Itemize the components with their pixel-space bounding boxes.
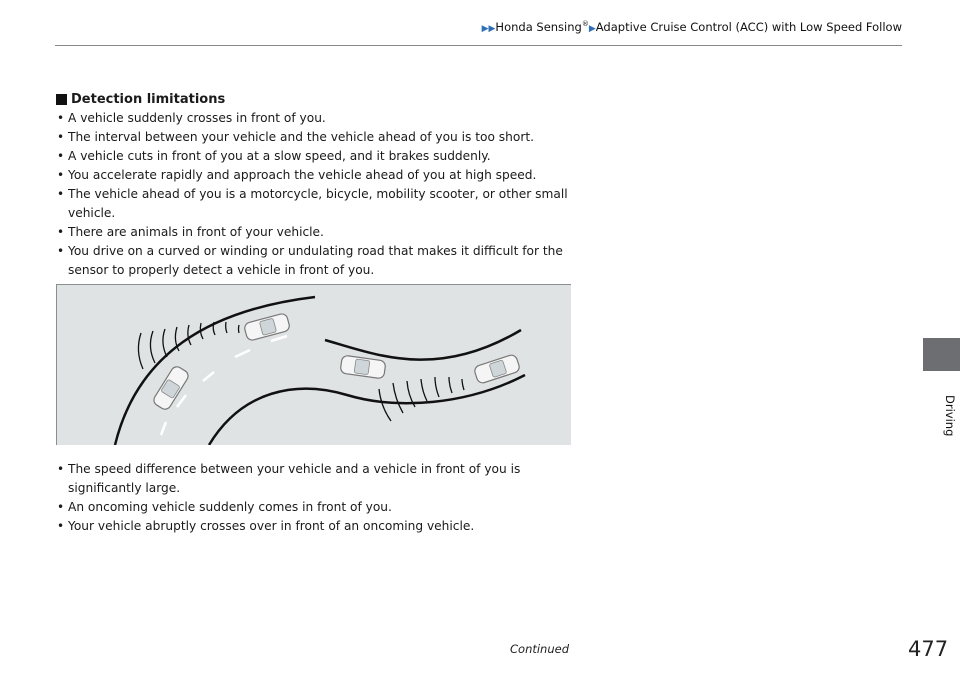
breadcrumb-arrow-icon: ▶: [588, 24, 596, 34]
list-item-text: An oncoming vehicle suddenly comes in front of you.: [68, 500, 392, 514]
limitations-list: [56, 109, 576, 280]
bullet-icon: •: [57, 130, 65, 144]
chapter-tab[interactable]: [923, 338, 960, 371]
radar-wave-icon: [138, 322, 239, 369]
vehicle-icon: [340, 355, 386, 379]
bullet-icon: •: [57, 111, 65, 125]
vehicle-icon: [152, 365, 191, 412]
list-item: [56, 223, 576, 242]
bullet-icon: •: [57, 225, 65, 239]
breadcrumb-honda-sensing[interactable]: Honda Sensing: [495, 20, 582, 34]
list-item-text: A vehicle suddenly crosses in front of you.: [68, 111, 326, 125]
header-divider: [55, 45, 902, 46]
list-item-text: The vehicle ahead of you is a motorcycle, bicycle, mobility scooter, or other small vehicle.: [68, 187, 568, 220]
list-item-text: The speed difference between your vehicle and a vehicle in front of you is significantly large.: [68, 462, 521, 495]
list-item: [56, 517, 576, 536]
road-edge-inner: [209, 375, 525, 445]
breadcrumb-arrow-icon: ▶▶: [481, 24, 496, 34]
bullet-icon: •: [57, 519, 65, 533]
curved-road-illustration: [56, 284, 571, 445]
bullet-icon: •: [57, 168, 65, 182]
bullet-icon: •: [57, 244, 65, 258]
list-item: [56, 242, 576, 280]
bullet-icon: •: [57, 500, 65, 514]
bullet-icon: •: [57, 462, 65, 476]
square-bullet-icon: [56, 94, 67, 105]
list-item-text: A vehicle cuts in front of you at a slow speed, and it brakes suddenly.: [68, 149, 491, 163]
breadcrumb-acc[interactable]: Adaptive Cruise Control (ACC) with Low Speed Follow: [595, 20, 902, 34]
list-item: [56, 109, 576, 128]
list-item: [56, 460, 576, 498]
list-item: [56, 128, 576, 147]
additional-limitations: [56, 460, 576, 536]
bullet-icon: •: [57, 187, 65, 201]
list-item-text: There are animals in front of your vehicle.: [68, 225, 324, 239]
continued-label: Continued: [510, 642, 570, 656]
list-item-text: Your vehicle abruptly crosses over in front of an oncoming vehicle.: [68, 519, 475, 533]
list-item: [56, 147, 576, 166]
list-item: [56, 166, 576, 185]
list-item-text: You accelerate rapidly and approach the vehicle ahead of you at high speed.: [68, 168, 537, 182]
bullet-icon: •: [57, 149, 65, 163]
section-title: Detection limitations: [71, 92, 226, 107]
detection-limitations-section: [56, 92, 576, 280]
limitations-list: [56, 460, 576, 536]
chapter-label: Driving: [943, 395, 957, 437]
list-item: [56, 185, 576, 223]
list-item-text: The interval between your vehicle and the vehicle ahead of you is too short.: [68, 130, 534, 144]
road-diagram: [57, 285, 571, 445]
list-item-text: You drive on a curved or winding or undulating road that makes it difficult for the sensor to properly detect a vehicle in front of you.: [68, 244, 563, 277]
registered-mark: ®: [581, 20, 589, 29]
list-item: [56, 498, 576, 517]
section-heading: [56, 92, 576, 107]
breadcrumb: [482, 20, 902, 34]
road-edge-far: [325, 330, 521, 360]
page-number: 477: [908, 637, 949, 661]
